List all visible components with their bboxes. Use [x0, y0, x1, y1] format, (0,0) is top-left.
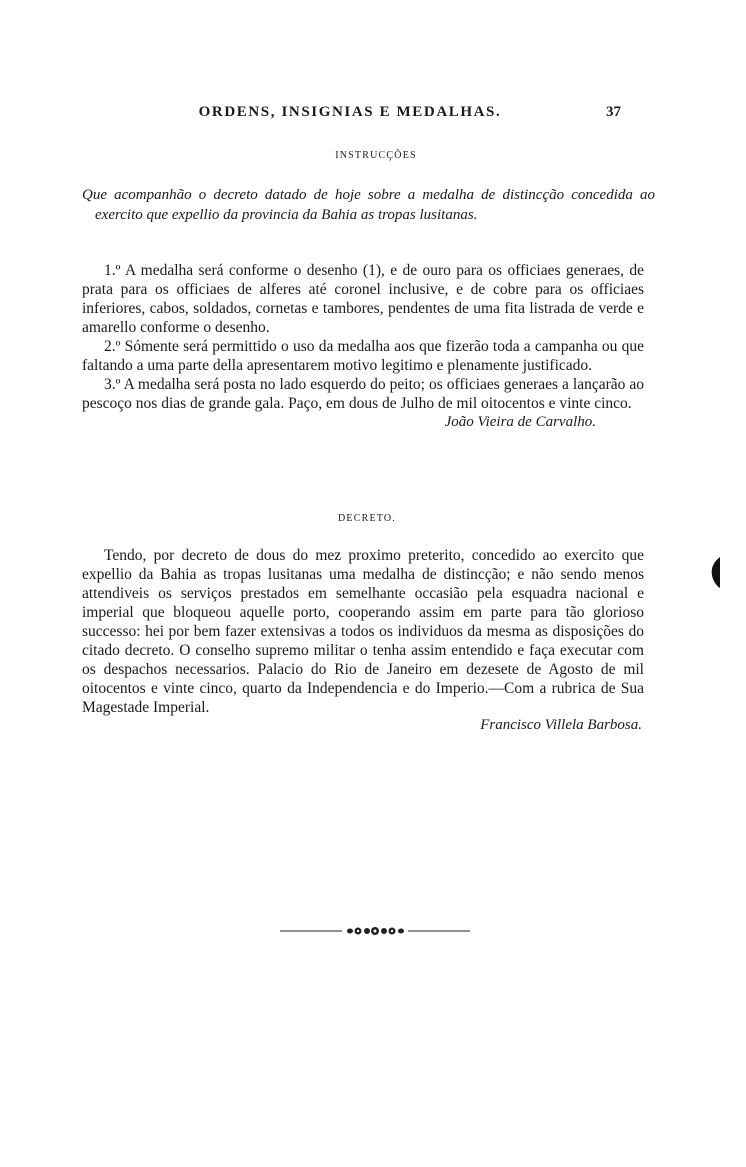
decree-signature: Francisco Villela Barbosa.: [480, 717, 642, 733]
instruction-item-2: 2.º Sómente será permittido o uso da medalha aos que fizerão toda a campanha ou que faltando a uma parte della apresentarem motivo legitimo e plenamente justificado.: [82, 338, 644, 374]
instructions-intro: Que acompanhão o decreto datado de hoje sobre a medalha de distincção concedida ao exercito que expellio da provincia da Bahia as tropas lusitanas.: [82, 187, 655, 223]
instructions-heading: INSTRUCÇÕES: [335, 150, 417, 161]
running-title: ORDENS, INSIGNIAS E MEDALHAS.: [198, 104, 502, 120]
instructions-body: [82, 261, 644, 432]
instruction-item-3: 3.º A medalha será posta no lado esquerdo do peito; os officiaes generaes a lançarão ao pescoço nos dias de grande gala. Paço, em dous de Julho de mil oitocentos e vinte cinco.: [82, 376, 644, 412]
ink-blot-mark: [708, 555, 722, 589]
instructions-signature: João Vieira de Carvalho.: [444, 414, 596, 430]
end-ornament: [280, 925, 470, 937]
instruction-item-1: 1.º A medalha será conforme o desenho (1), e de ouro para os officiaes generaes, de prata para os officiaes de alferes até coronel inclusive, e de cobre para os officiaes inferiores, cabos, soldados, cornetas e tambores, pendentes de uma fita listrada de verde e amarello conforme o desenho.: [82, 262, 644, 336]
page-number: 37: [606, 104, 621, 120]
decree-body-block: [82, 546, 644, 735]
decree-body: Tendo, por decreto de dous do mez proximo preterito, concedido ao exercito que expellio da Bahia as tropas lusitanas uma medalha de distincção; e não sendo menos attendiveis os serviços prestados em semelhante occasião pela esquadra nacional e imperial que bloqueou aquelle porto, cooperando assim em parte para tão glorioso successo: hei por bem fazer extensivas a todos os individuos da mesma as disposições do citado decreto. O conselho supremo militar o tenha assim entendido e faça executar com os despachos necessarios. Palacio do Rio de Janeiro em dezesete de Agosto de mil oitocentos e vinte cinco, quarto da Independencia e do Imperio.—Com a rubrica de Sua Magestade Imperial.: [82, 547, 644, 716]
decree-heading: DECRETO.: [337, 513, 397, 524]
